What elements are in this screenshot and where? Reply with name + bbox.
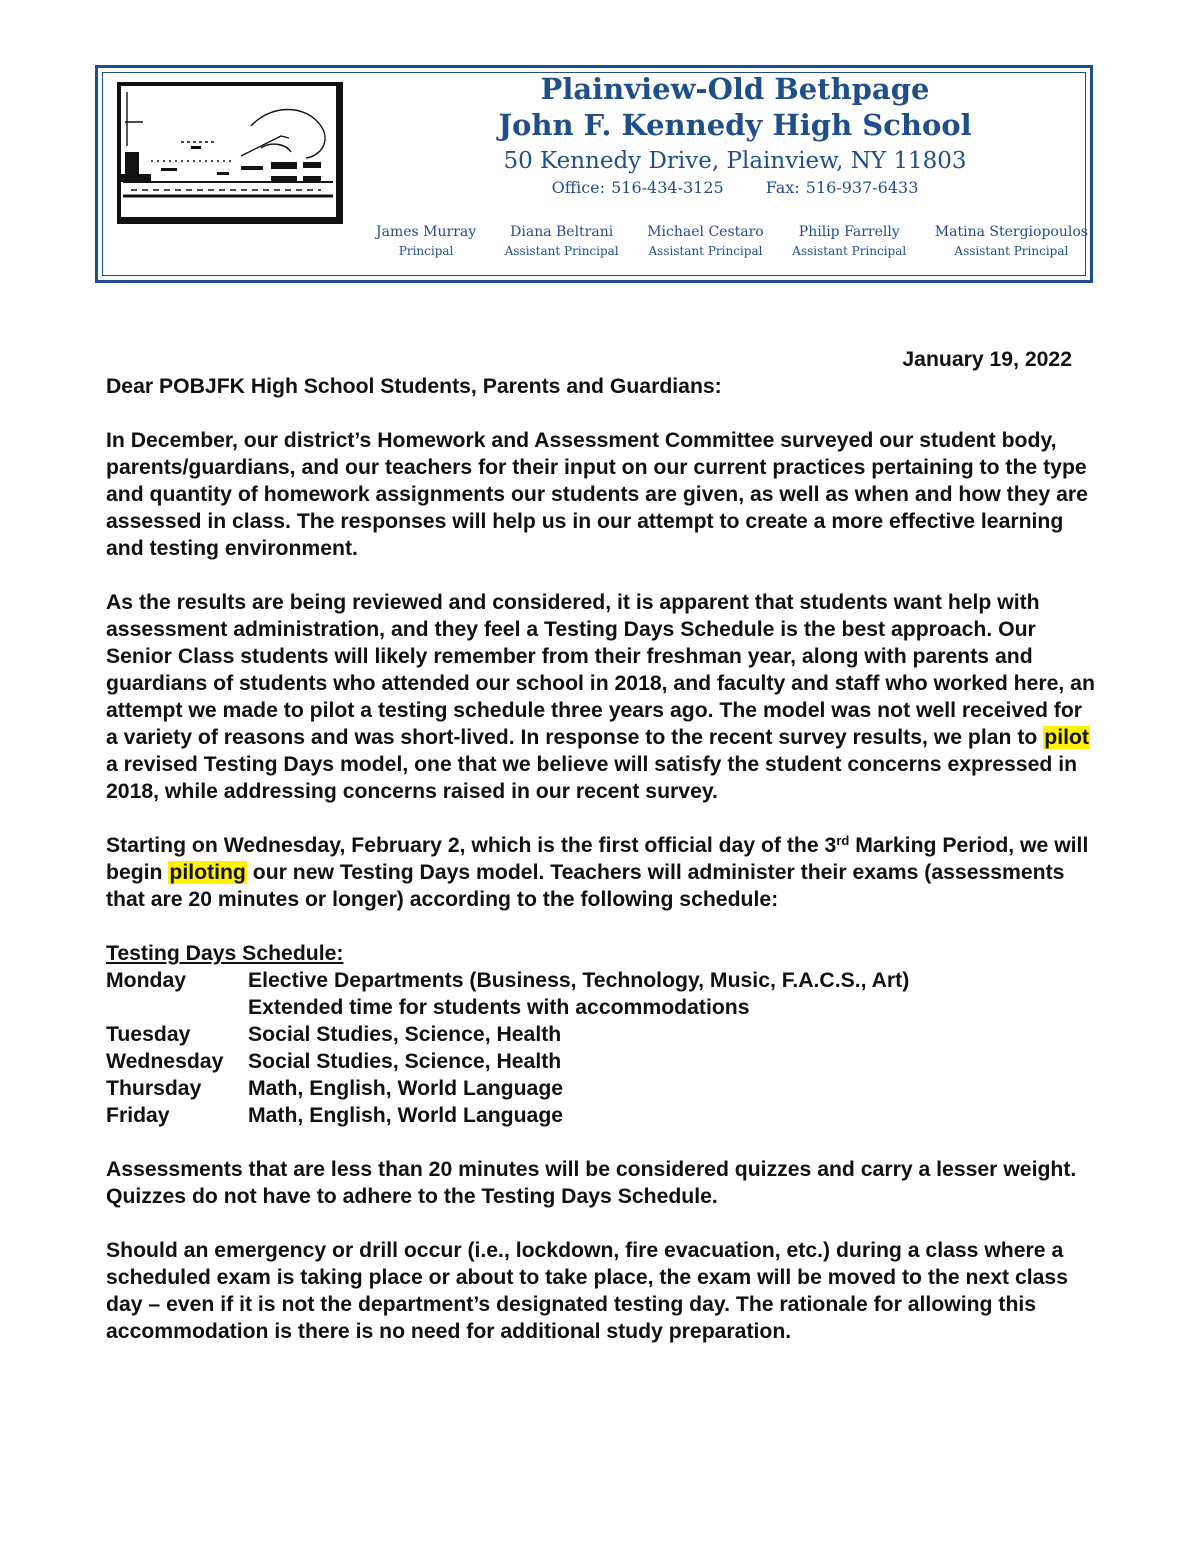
schedule-subjects: Math, English, World Language: [248, 1104, 564, 1127]
administrator-name: Matina Stergiopoulos: [934, 224, 1088, 240]
administrator: [647, 224, 764, 258]
school-logo-drawing: [121, 86, 336, 217]
administrator-title: Principal: [398, 244, 454, 258]
letter-body: [106, 346, 1096, 1345]
administrator: [792, 224, 906, 258]
highlighted-word: piloting: [169, 861, 246, 884]
school-address: 50 Kennedy Drive, Plainview, NY 11803: [503, 148, 967, 174]
fax-number: Fax: 516-937-6433: [765, 178, 919, 197]
highlighted-word: pilot: [1044, 726, 1089, 749]
schedule-subjects: Extended time for students with accommodations: [248, 996, 750, 1019]
schedule-day: [106, 994, 248, 1021]
administrator-title: Assistant Principal: [648, 244, 763, 258]
paragraph-text: Marking Period, we will begin: [106, 834, 1089, 884]
schedule-heading: Testing Days Schedule:: [106, 942, 344, 965]
paragraph-text: As the results are being reviewed and considered, it is apparent that students want help with assessment administration, and they feel a Testing Days Schedule is the best approach. Our Senior Class students will likely remember from their freshman year, along with parents and guardians of students who attended our school in 2018, and faculty and staff who worked here, an attempt we made to pilot a testing schedule three years ago. The model was not well received for a variety of reasons and was short-lived. In response to the recent survey results, we plan to: [106, 591, 1095, 749]
schedule-subjects: Math, English, World Language: [248, 1077, 564, 1100]
contact-numbers: [365, 178, 1105, 197]
paragraph-quizzes: Assessments that are less than 20 minutes will be considered quizzes and carry a lesser weight. Quizzes do not have to adhere to the Testing Days Schedule.: [106, 1158, 1077, 1208]
paragraph-text: a revised Testing Days model, one that we believe will satisfy the student concerns expressed in 2018, while addressing concerns raised in our recent survey.: [106, 753, 1078, 803]
letter-date: January 19, 2022: [902, 348, 1072, 371]
administrator-name: James Murray: [376, 224, 477, 240]
paragraph-emergency: Should an emergency or drill occur (i.e., lockdown, fire evacuation, etc.) during a class where a scheduled exam is taking place or about to take place, the exam will be moved to the next class day – even if it is not the department’s designated testing day. The rationale for allowing this accommodation is there is no need for additional study preparation.: [106, 1239, 1068, 1343]
administrator: [376, 224, 476, 258]
ordinal-suffix: rd: [836, 833, 850, 848]
paragraph-text: our new Testing Days model. Teachers will administer their exams (assessments that are 20 minutes or longer) according to the following schedule:: [106, 861, 1065, 911]
schedule-day: Wednesday: [106, 1050, 224, 1073]
school-name: John F. Kennedy High School: [498, 108, 972, 142]
paragraph-text: Starting on Wednesday, February 2, which is the first official day of the 3: [106, 834, 837, 857]
paragraph-start-date: [106, 832, 1096, 913]
schedule-subjects: Social Studies, Science, Health: [248, 1023, 562, 1046]
administrator-title: Assistant Principal: [954, 244, 1069, 258]
administrator: [935, 224, 1088, 258]
administrator-name: Diana Beltrani: [510, 224, 614, 240]
schedule-day: Tuesday: [106, 1023, 191, 1046]
district-name: Plainview-Old Bethpage: [540, 72, 930, 106]
administrator: [505, 224, 619, 258]
schedule-day: Friday: [106, 1104, 170, 1127]
administrator-name: Philip Farrelly: [798, 224, 900, 240]
paragraph-pilot: [106, 589, 1096, 805]
testing-days-schedule: [106, 967, 1096, 1129]
paragraph-survey: In December, our district’s Homework and Assessment Committee surveyed our student body, parents/guardians, and our teachers for their input on our current practices pertaining to the type and quantity of homework assignments our students are given, as well as when and how they are assessed in class. The responses will help us in our attempt to create a more effective learning and testing environment.: [106, 429, 1088, 560]
school-logo-image: [117, 82, 343, 224]
administrator-name: Michael Cestaro: [647, 224, 764, 240]
schedule-subjects: Elective Departments (Business, Technology, Music, F.A.C.S., Art): [248, 969, 910, 992]
schedule-subjects: Social Studies, Science, Health: [248, 1050, 562, 1073]
administrator-title: Assistant Principal: [504, 244, 619, 258]
schedule-day: Thursday: [106, 1077, 202, 1100]
administrator-title: Assistant Principal: [792, 244, 907, 258]
office-phone: Office: 516-434-3125: [551, 178, 724, 197]
salutation: Dear POBJFK High School Students, Parents and Guardians:: [106, 375, 722, 398]
schedule-day: Monday: [106, 969, 187, 992]
administrator-list: [376, 224, 1088, 258]
